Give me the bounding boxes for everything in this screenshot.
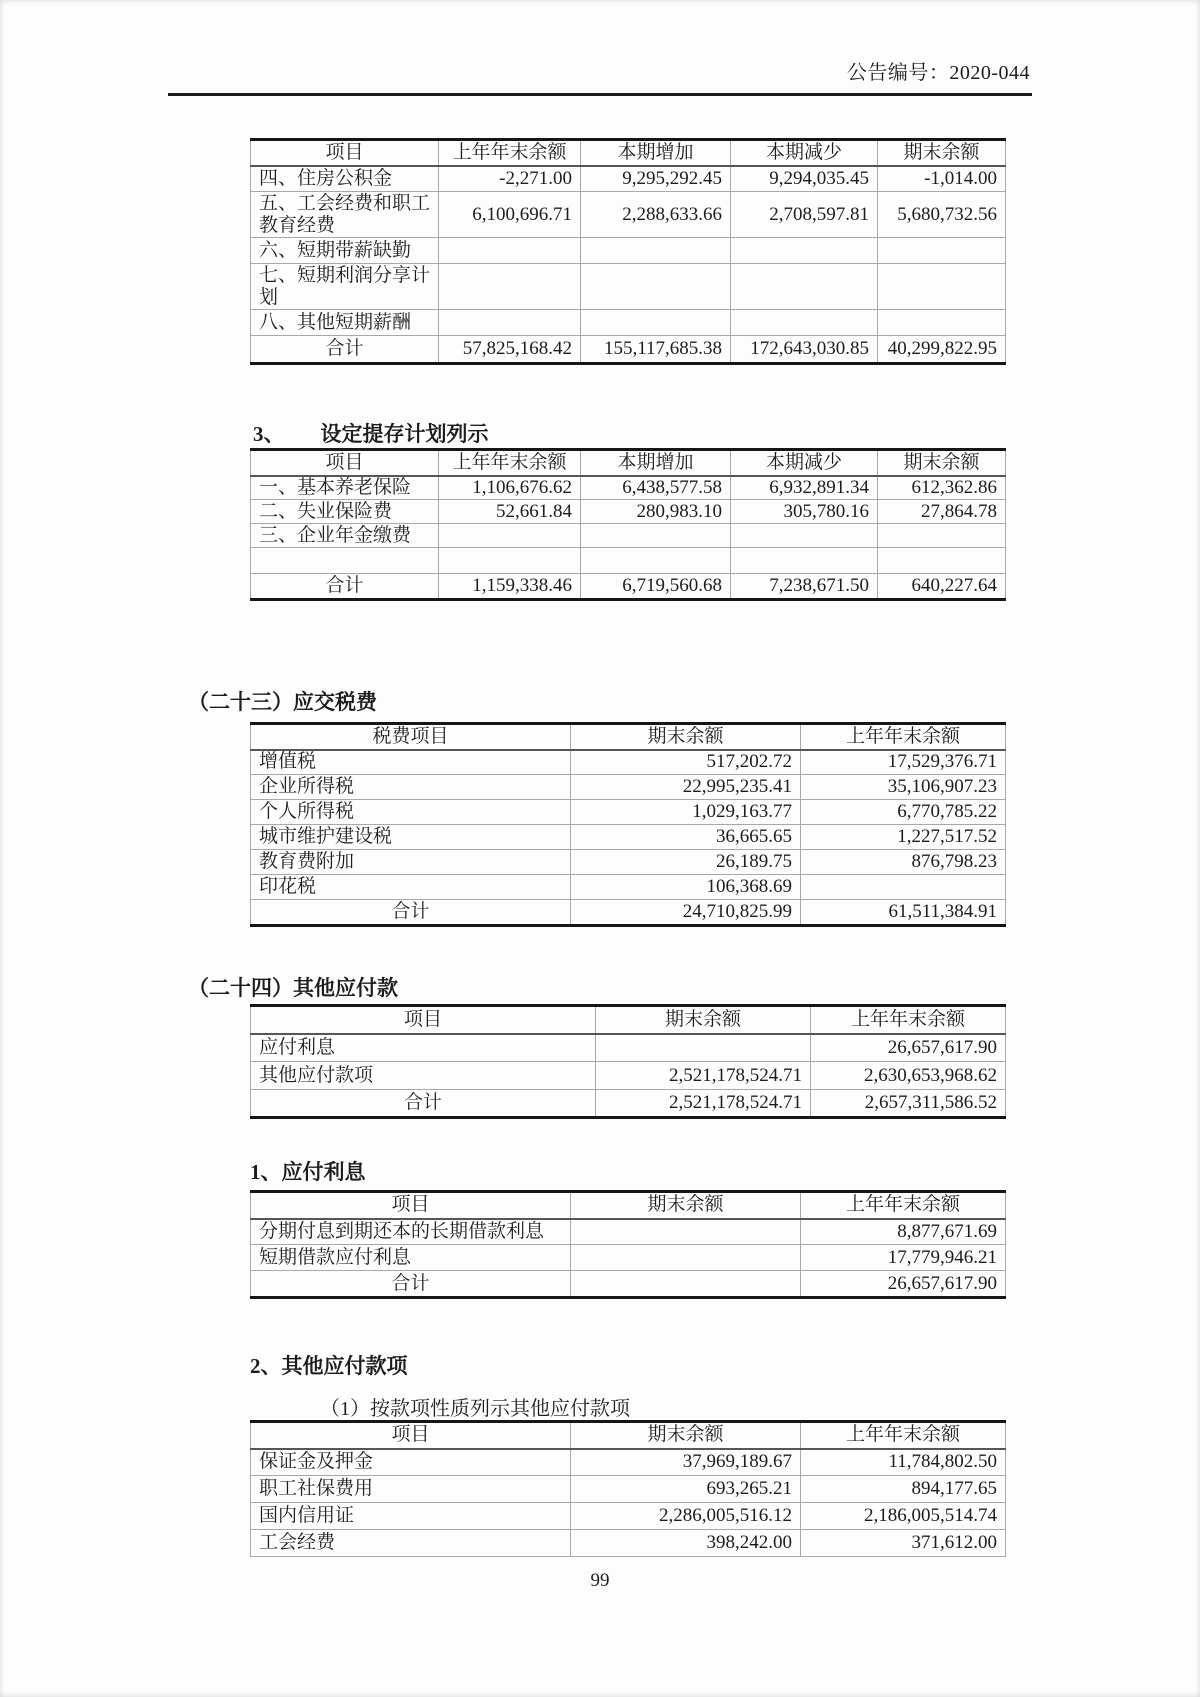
table-row [251,1034,1006,1062]
section-title: 1、应付利息 [250,1160,366,1184]
value-cell: 155,117,685.38 [581,336,731,364]
value-cell [581,264,731,310]
value-cell [581,310,731,336]
row-label: 职工社保费用 [251,1476,571,1503]
table-row [251,1062,1006,1090]
value-cell: 6,438,577.58 [581,476,731,500]
value-cell: 2,521,178,524.71 [596,1090,811,1118]
value-cell [731,524,878,548]
value-cell: 6,719,560.68 [581,574,731,600]
table-row [251,1530,1006,1557]
value-cell: 5,680,732.56 [878,192,1006,238]
value-cell: 371,612.00 [801,1530,1006,1557]
value-cell: 640,227.64 [878,574,1006,600]
table-row [251,1476,1006,1503]
column-header: 期末余额 [596,1006,811,1034]
section-title: 2、其他应付款项 [250,1354,408,1378]
value-cell [581,548,731,574]
total-label: 合计 [251,574,439,600]
value-cell: 52,661.84 [439,500,581,524]
value-cell [801,875,1006,900]
value-cell: 1,159,338.46 [439,574,581,600]
column-header: 税费项目 [251,724,571,750]
value-cell: 876,798.23 [801,850,1006,875]
table-row [251,875,1006,900]
value-cell: 6,100,696.71 [439,192,581,238]
value-cell: 106,368.69 [571,875,801,900]
table-row [251,1245,1006,1271]
section-heading-defined-contribution [253,418,489,448]
value-cell: 11,784,802.50 [801,1449,1006,1476]
row-label: 教育费附加 [251,850,571,875]
total-label: 合计 [251,900,571,926]
column-header: 本期增加 [581,450,731,476]
table-row [251,166,1006,192]
row-label: 二、失业保险费 [251,500,439,524]
row-label: 八、其他短期薪酬 [251,310,439,336]
value-cell [581,238,731,264]
subsection-heading-by-nature [320,1392,630,1421]
table-row [251,238,1006,264]
value-cell: 172,643,030.85 [731,336,878,364]
row-label: 企业所得税 [251,775,571,800]
row-label: 六、短期带薪缺勤 [251,238,439,264]
announcement-number: 公告编号：2020-044 [846,62,1030,84]
column-header: 期末余额 [878,450,1006,476]
section-heading-other-payables [188,972,398,1002]
row-label: 五、工会经费和职工教育经费 [251,192,439,238]
value-cell: 6,932,891.34 [731,476,878,500]
total-row [251,336,1006,364]
payables-by-nature-table-wrapper [250,1420,1005,1557]
row-label: 四、住房公积金 [251,166,439,192]
total-label: 合计 [251,1090,596,1118]
value-cell [571,1271,801,1298]
row-label: 七、短期利润分享计划 [251,264,439,310]
value-cell: 37,969,189.67 [571,1449,801,1476]
column-header: 项目 [251,140,439,166]
defined-contribution-table-wrapper [250,448,1005,601]
table-row [251,264,1006,310]
value-cell: 1,106,676.62 [439,476,581,500]
value-cell [571,1219,801,1245]
value-cell: 2,186,005,514.74 [801,1503,1006,1530]
value-cell [878,524,1006,548]
table-row [251,825,1006,850]
row-label: 国内信用证 [251,1503,571,1530]
value-cell [581,524,731,548]
row-label: 其他应付款项 [251,1062,596,1090]
value-cell: 2,708,597.81 [731,192,878,238]
column-header: 期末余额 [571,1422,801,1449]
table-row [251,310,1006,336]
table-row [251,1503,1006,1530]
column-header: 期末余额 [571,724,801,750]
subsection-title: （1）按款项性质列示其他应付款项 [320,1398,630,1420]
table-row [251,524,1006,548]
column-header: 期末余额 [571,1192,801,1219]
value-cell: 2,630,653,968.62 [811,1062,1006,1090]
section-heading-taxes-payable [188,686,377,716]
section-number: 3、 [253,422,285,446]
payables-by-nature-table [250,1420,1006,1557]
value-cell: 1,029,163.77 [571,800,801,825]
section-heading-other-payable-items [250,1350,408,1380]
row-label: 保证金及押金 [251,1449,571,1476]
row-label: 工会经费 [251,1530,571,1557]
value-cell: 398,242.00 [571,1530,801,1557]
value-cell: 8,877,671.69 [801,1219,1006,1245]
value-cell: 305,780.16 [731,500,878,524]
table-row [251,192,1006,238]
value-cell: 517,202.72 [571,750,801,775]
value-cell: 26,189.75 [571,850,801,875]
row-label: 短期借款应付利息 [251,1245,571,1271]
column-header: 项目 [251,1422,571,1449]
value-cell [731,264,878,310]
value-cell [439,548,581,574]
value-cell [439,310,581,336]
column-header: 上年年末余额 [439,450,581,476]
value-cell: 22,995,235.41 [571,775,801,800]
value-cell: 2,288,633.66 [581,192,731,238]
value-cell: 57,825,168.42 [439,336,581,364]
value-cell [439,264,581,310]
column-header: 项目 [251,1192,571,1219]
row-label: 分期付息到期还本的长期借款利息 [251,1219,571,1245]
value-cell: 2,657,311,586.52 [811,1090,1006,1118]
interest-payable-table [250,1190,1006,1299]
column-header: 上年年末余额 [801,1192,1006,1219]
column-header: 项目 [251,1006,596,1034]
value-cell [731,548,878,574]
table-header-row [251,140,1006,166]
table-header-row [251,450,1006,476]
value-cell: 693,265.21 [571,1476,801,1503]
table-row [251,476,1006,500]
value-cell: -1,014.00 [878,166,1006,192]
value-cell [439,524,581,548]
short-term-payroll-table [250,138,1006,365]
other-payables-table-wrapper [250,1004,1005,1119]
column-header: 本期减少 [731,450,878,476]
row-label: 城市维护建设税 [251,825,571,850]
value-cell: 17,779,946.21 [801,1245,1006,1271]
column-header: 项目 [251,450,439,476]
value-cell [571,1245,801,1271]
taxes-table-wrapper [250,722,1005,927]
row-label: 三、企业年金缴费 [251,524,439,548]
value-cell: 24,710,825.99 [571,900,801,926]
page-number: 99 [590,1570,610,1591]
column-header: 本期增加 [581,140,731,166]
table-header-row [251,724,1006,750]
value-cell: 61,511,384.91 [801,900,1006,926]
value-cell: 40,299,822.95 [878,336,1006,364]
column-header: 本期减少 [731,140,878,166]
table-header-row [251,1006,1006,1034]
table-row [251,800,1006,825]
table-row [251,775,1006,800]
value-cell [596,1034,811,1062]
row-label: 增值税 [251,750,571,775]
value-cell: 9,295,292.45 [581,166,731,192]
value-cell [731,310,878,336]
value-cell [878,310,1006,336]
table-header-row [251,1192,1006,1219]
table-row [251,1219,1006,1245]
value-cell: 9,294,035.45 [731,166,878,192]
value-cell: 894,177.65 [801,1476,1006,1503]
total-label: 合计 [251,336,439,364]
value-cell: 1,227,517.52 [801,825,1006,850]
row-label: 一、基本养老保险 [251,476,439,500]
value-cell: 17,529,376.71 [801,750,1006,775]
interest-payable-table-wrapper [250,1190,1005,1299]
row-label: 印花税 [251,875,571,900]
value-cell: 35,106,907.23 [801,775,1006,800]
table-row [251,500,1006,524]
total-label: 合计 [251,1271,571,1298]
table-header-row [251,1422,1006,1449]
total-row [251,1090,1006,1118]
total-row [251,900,1006,926]
row-label: 应付利息 [251,1034,596,1062]
value-cell: 280,983.10 [581,500,731,524]
section-title: （二十三）应交税费 [188,690,377,714]
row-label [251,548,439,574]
value-cell: 7,238,671.50 [731,574,878,600]
table-row [251,850,1006,875]
column-header: 期末余额 [878,140,1006,166]
row-label: 个人所得税 [251,800,571,825]
value-cell: 26,657,617.90 [801,1271,1006,1298]
taxes-table [250,722,1006,927]
value-cell [878,264,1006,310]
column-header: 上年年末余额 [801,724,1006,750]
column-header: 上年年末余额 [439,140,581,166]
value-cell: 612,362.86 [878,476,1006,500]
total-row [251,1271,1006,1298]
defined-contribution-table [250,448,1006,601]
column-header: 上年年末余额 [801,1422,1006,1449]
value-cell: -2,271.00 [439,166,581,192]
value-cell: 6,770,785.22 [801,800,1006,825]
section-title: （二十四）其他应付款 [188,976,398,1000]
value-cell [439,238,581,264]
section-heading-interest-payable [250,1156,366,1186]
value-cell [878,548,1006,574]
empty-row [251,548,1006,574]
value-cell [878,238,1006,264]
value-cell: 2,521,178,524.71 [596,1062,811,1090]
value-cell [731,238,878,264]
total-row [251,574,1006,600]
header-rule [168,93,1032,96]
short-term-payroll-table-wrapper [250,138,1005,365]
value-cell: 26,657,617.90 [811,1034,1006,1062]
section-title: 设定提存计划列示 [320,422,489,446]
table-row [251,750,1006,775]
value-cell: 36,665.65 [571,825,801,850]
table-row [251,1449,1006,1476]
value-cell: 27,864.78 [878,500,1006,524]
other-payables-table [250,1004,1006,1119]
value-cell: 2,286,005,516.12 [571,1503,801,1530]
column-header: 上年年末余额 [811,1006,1006,1034]
